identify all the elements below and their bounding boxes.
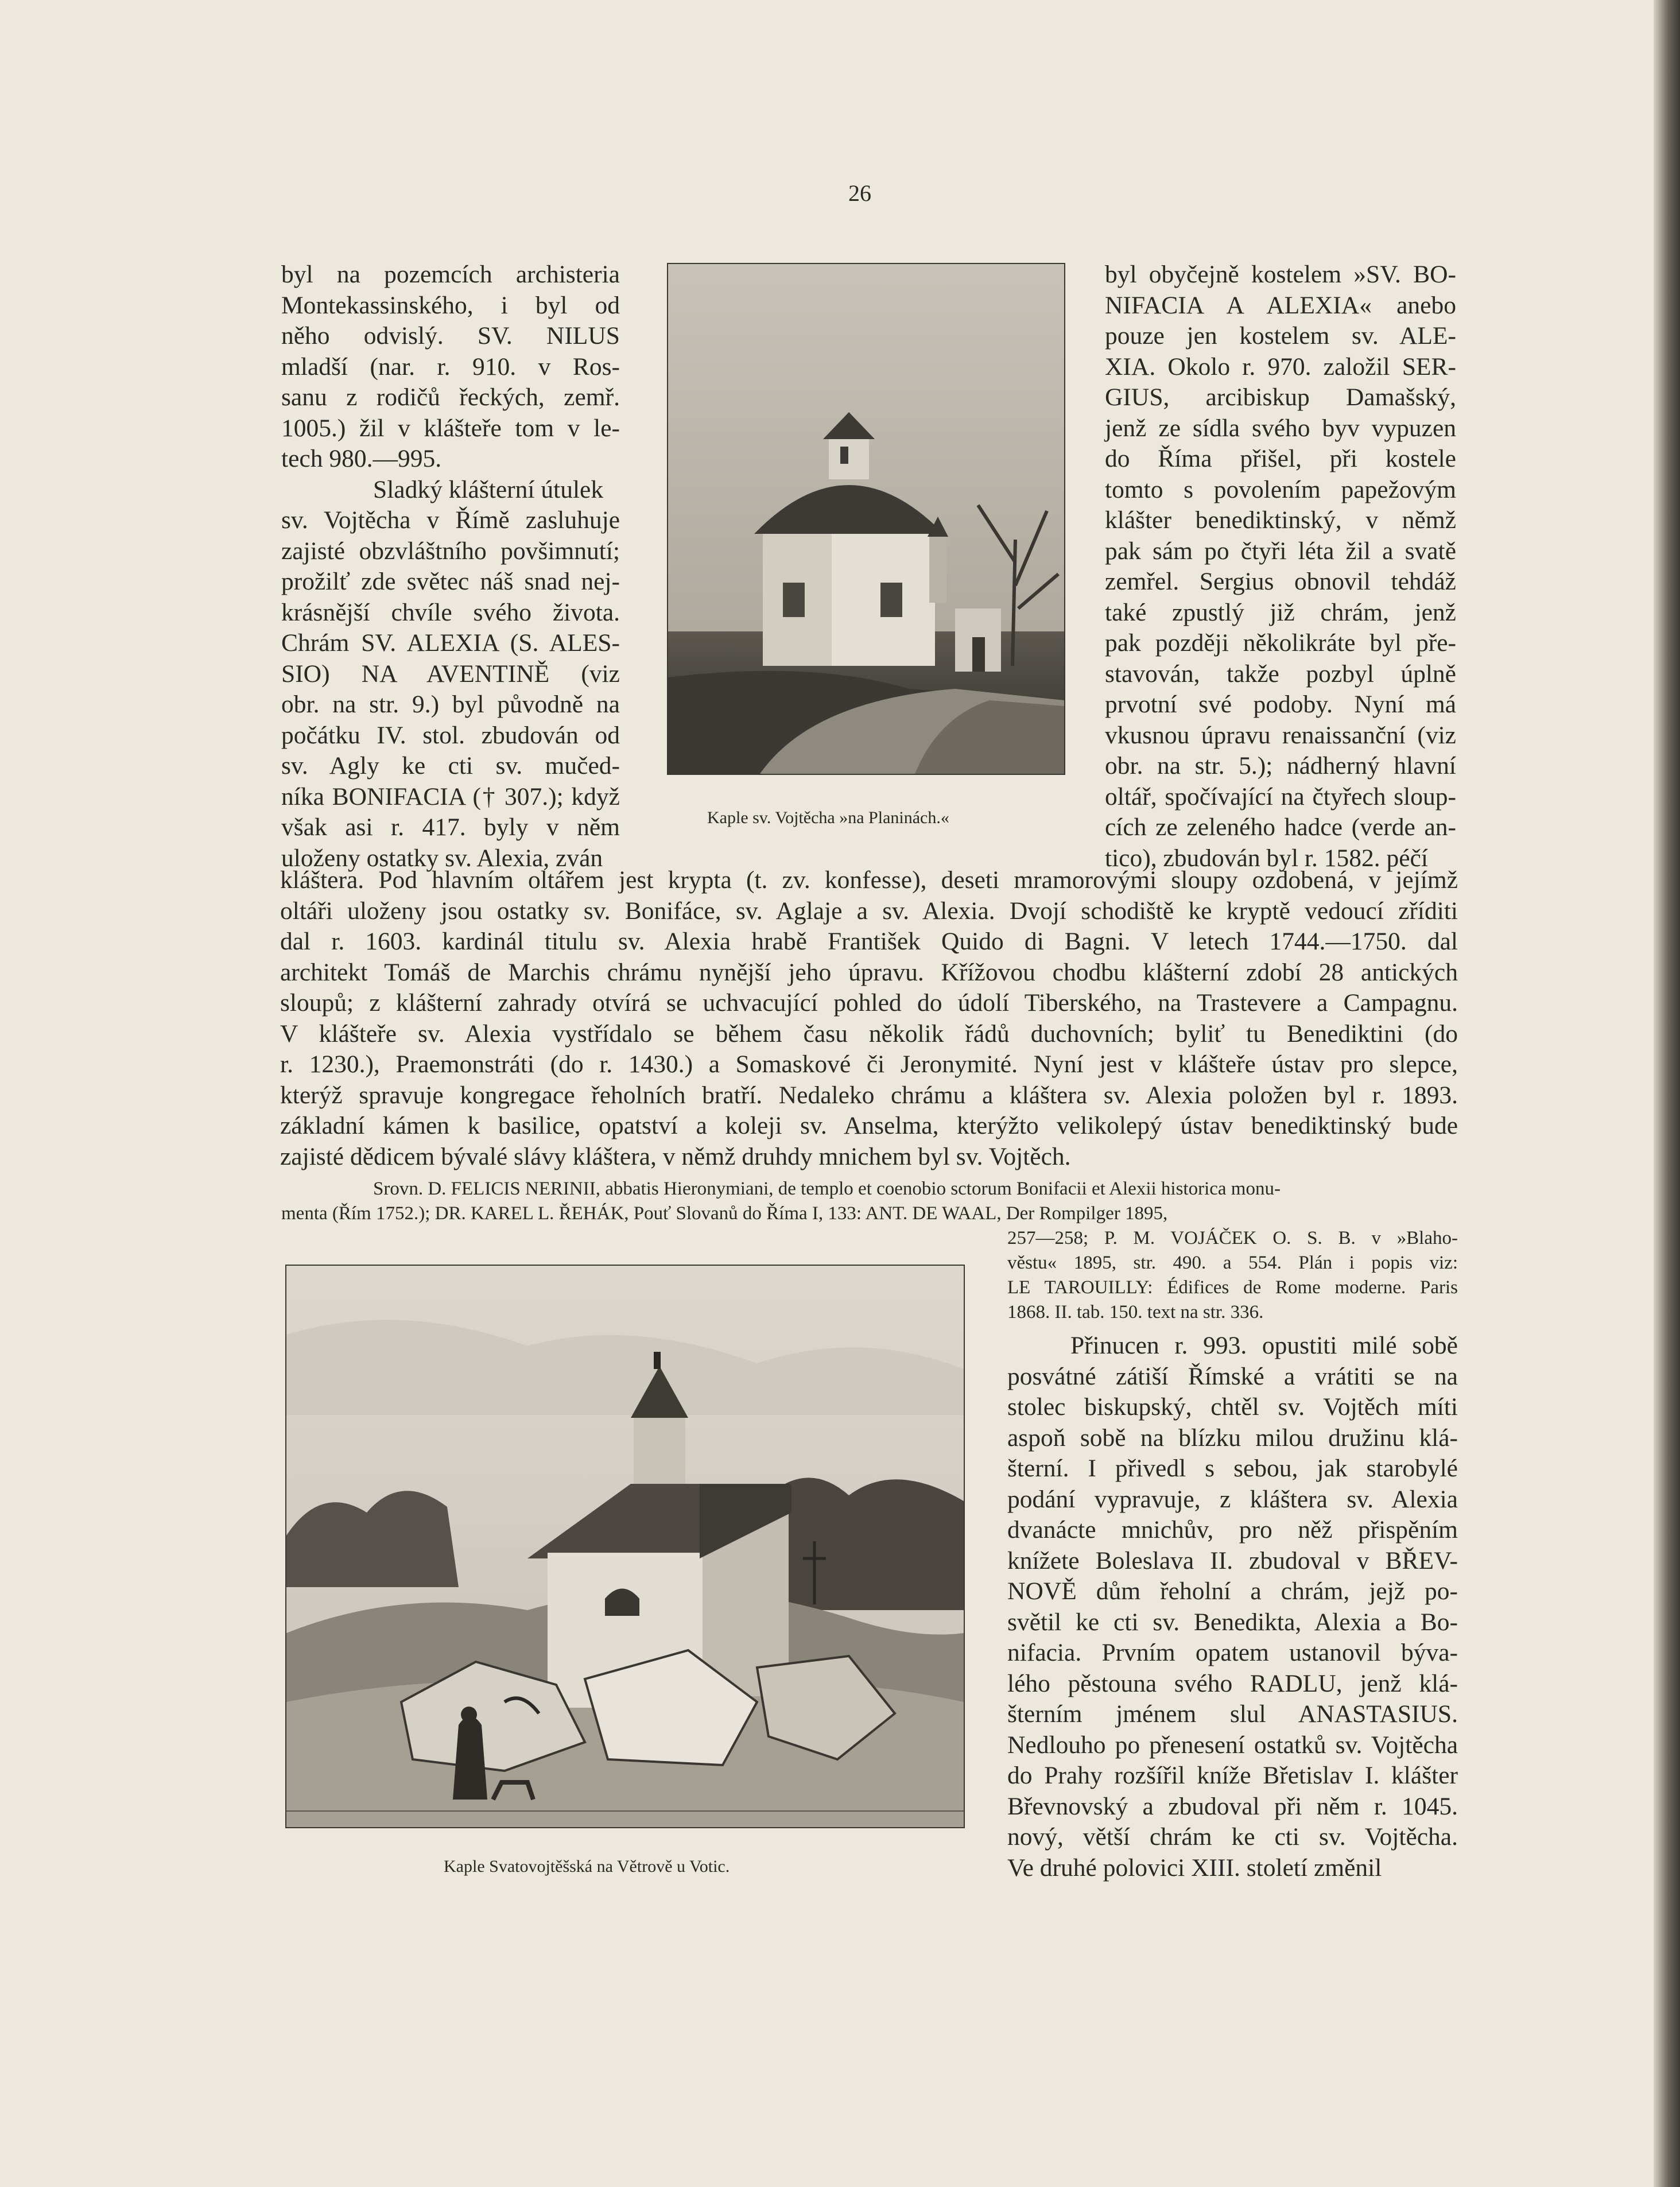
left-column-line: obr. na str. 9.) byl původně na — [281, 691, 620, 718]
paragraph-line: sloupů; z klášterní zahrady otvírá se uchvacující pohled do údolí Tiberského, na Trastevere a Campagnu. — [280, 989, 1458, 1017]
right-column-bottom-line: podání vypravuje, z kláštera sv. Alexia — [1007, 1485, 1458, 1513]
right-column-line: klášter benediktinský, v němž — [1105, 506, 1456, 534]
reference-line: Srovn. D. FELICIS NERINII, abbatis Hieronymiani, de templo et coenobio sctorum Bonifacii et Alexii historica monu- — [373, 1178, 1281, 1199]
page-edge-shadow — [1654, 0, 1680, 2187]
left-column-line: zajisté obzvláštního povšimnutí; — [281, 537, 620, 565]
left-column-line: byl na pozemcích archisteria — [281, 261, 620, 288]
right-column-bottom-line: světil ke cti sv. Benedikta, Alexia a Bo- — [1007, 1608, 1458, 1636]
right-column-line: oltář, spočívající na čtyřech sloup- — [1105, 782, 1456, 811]
left-column-line: níka BONIFACIA († 307.); když — [281, 782, 620, 811]
left-column-line: Chrám SV. ALEXIA (S. ALES- — [281, 629, 620, 657]
right-column-line: pak sám po čtyři léta žil a svatě — [1105, 537, 1456, 565]
right-column-bottom-line: aspoň sobě na blízku milou družinu klá- — [1007, 1424, 1458, 1452]
right-column-bottom-line: Přinucen r. 993. opustiti milé sobě — [1070, 1332, 1458, 1359]
left-column-line: sv. Agly ke cti sv. mučed- — [281, 752, 620, 780]
right-column-bottom-line: knížete Boleslava II. zbudoval v BŘEV- — [1007, 1546, 1458, 1575]
right-column-bottom-line: šterním jménem slul ANASTASIUS. — [1007, 1700, 1458, 1728]
paragraph-line: kterýž spravuje kongregace řeholních bratří. Nedaleko chrámu a kláštera sv. Alexia položen byl r. 1893. — [280, 1081, 1458, 1109]
reference-line: 1868. II. tab. 150. text na str. 336. — [1007, 1302, 1264, 1323]
right-column-bottom-line: nifacia. Prvním opatem ustanovil býva- — [1007, 1639, 1458, 1666]
chapel-vetrov-illustration — [286, 1266, 964, 1827]
right-column-line: jenž ze sídla svého byv vypuzen — [1105, 414, 1456, 442]
right-column-line: pouze jen kostelem sv. ALE- — [1105, 322, 1456, 350]
paragraph-line: architekt Tomáš de Marchis chrámu nynější jeho úpravu. Křížovou chodbu klášterní zdobí 28 antických — [280, 958, 1458, 986]
right-column-line: byl obyčejně kostelem »SV. BO- — [1105, 261, 1456, 288]
right-column-bottom-line: šterní. I přivedl s sebou, jak starobylé — [1007, 1455, 1458, 1482]
right-column-bottom-line: do Prahy rozšířil kníže Břetislav I. klášter — [1007, 1762, 1458, 1789]
left-column-line: něho odvislý. SV. NILUS — [281, 322, 620, 350]
right-column-bottom-line: Nedlouho po přenesení ostatků sv. Vojtěcha — [1007, 1731, 1458, 1759]
chapel-planiny-illustration — [668, 264, 1064, 774]
right-column-line: pak později několikráte byl pře- — [1105, 629, 1456, 657]
reference-line: LE TAROUILLY: Édifices de Rome moderne. Paris — [1007, 1277, 1458, 1298]
reference-note-continued — [1007, 1226, 1458, 1325]
right-column-line: GIUS, arcibiskup Damašský, — [1105, 383, 1456, 411]
right-column-line: obr. na str. 5.); nádherný hlavní — [1105, 752, 1456, 780]
paragraph-line: zajisté dědicem bývalé slávy kláštera, v němž druhdy mnichem byl sv. Vojtěch. — [280, 1142, 1071, 1170]
left-column-line: 1005.) žil v klášteře tom v le- — [281, 414, 620, 442]
left-column-line: sv. Vojtěcha v Římě zasluhuje — [281, 506, 620, 534]
left-column-text — [281, 259, 620, 874]
right-column-line: prvotní své podoby. Nyní má — [1105, 691, 1456, 718]
figure-chapel-vetrov — [285, 1265, 965, 1828]
reference-note — [281, 1177, 1458, 1226]
right-column-bottom-text — [1007, 1331, 1458, 1883]
left-column-line: Montekassinského, i byl od — [281, 291, 620, 319]
right-column-bottom-line: dvanácte mnichův, pro něž přispěním — [1007, 1516, 1458, 1544]
paragraph-line: oltáři uloženy jsou ostatky sv. Bonifáce, sv. Aglaje a sv. Alexia. Dvojí schodiště ke kryptě vedoucí zříditi — [280, 897, 1458, 925]
paragraph-line: V klášteře sv. Alexia vystřídalo se během času několik řádů duchovních; byliť tu Benediktini (do — [280, 1019, 1458, 1048]
figure-bottom-caption: Kaple Svatovojtěšská na Větrově u Votic. — [444, 1857, 730, 1876]
right-column-bottom-line: stolec biskupský, chtěl sv. Vojtěch míti — [1007, 1393, 1458, 1421]
left-column-line: však asi r. 417. byly v něm — [281, 813, 620, 841]
left-column-line: tech 980.—995. — [281, 445, 442, 472]
left-column-line: prožilť zde světec náš snad nej- — [281, 568, 620, 595]
left-column-line: sanu z rodičů řeckých, zemř. — [281, 383, 620, 411]
right-column-bottom-line: Ve druhé polovici XIII. století změnil — [1007, 1853, 1382, 1882]
right-column-bottom-line: lého pěstouna svého RADLU, jenž klá- — [1007, 1669, 1458, 1697]
page-number: 26 — [848, 180, 871, 206]
figure-chapel-planiny — [667, 263, 1065, 775]
left-column-line: mladší (nar. r. 910. v Ros- — [281, 352, 620, 381]
paragraph-line: r. 1230.), Praemonstráti (do r. 1430.) a Somaskové či Jeronymité. Nyní jest v klášteře ústav pro slepce, — [280, 1050, 1458, 1078]
full-width-paragraph — [280, 865, 1458, 1172]
left-column-line: krásnější chvíle svého života. — [281, 598, 620, 626]
right-column-line: tico), zbudován byl r. 1582. péčí — [1105, 844, 1428, 872]
right-column-line: vkusnou úpravu renaissanční (viz — [1105, 721, 1456, 749]
right-column-bottom-line: posvátné zátiší Římské a vrátiti se na — [1007, 1362, 1458, 1390]
right-column-line: XIA. Okolo r. 970. založil SER- — [1105, 352, 1456, 381]
right-column-bottom-line: NOVĚ dům řeholní a chrám, jejž po- — [1007, 1577, 1458, 1605]
right-column-line: zemřel. Sergius obnovil tehdáž — [1105, 568, 1456, 595]
left-column-line: Sladký klášterní útulek — [373, 475, 604, 503]
left-column-line: SIO) NA AVENTINĚ (viz — [281, 660, 620, 688]
reference-line: věstu« 1895, str. 490. a 554. Plán i popis viz: — [1007, 1253, 1458, 1273]
reference-line: menta (Řím 1752.); DR. KAREL L. ŘEHÁK, Pouť Slovanů do Říma I, 133: ANT. DE WAAL, Der Rompilger 1895, — [281, 1203, 1168, 1224]
paragraph-line: dal r. 1603. kardinál titulu sv. Alexia hrabě František Quido di Bagni. V letech 1744.—1750. dal — [280, 928, 1458, 955]
figure-top-caption: Kaple sv. Vojtěcha »na Planinách.« — [707, 808, 949, 827]
paragraph-line: kláštera. Pod hlavním oltářem jest krypta (t. zv. konfesse), deseti mramorovými sloupy ozdobená, v jejímž — [280, 866, 1458, 894]
left-column-line: počátku IV. stol. zbudován od — [281, 721, 620, 749]
reference-line: 257—258; P. M. VOJÁČEK O. S. B. v »Blaho- — [1007, 1228, 1458, 1248]
right-column-line: NIFACIA A ALEXIA« anebo — [1105, 291, 1456, 319]
right-column-line: do Říma přišel, při kostele — [1105, 445, 1456, 472]
right-column-line: tomto s povolením papežovým — [1105, 475, 1456, 503]
right-column-line: také zpustlý již chrám, jenž — [1105, 598, 1456, 626]
right-column-line: cích ze zeleného hadce (verde an- — [1105, 813, 1456, 841]
paragraph-line: základní kámen k basilice, opatství a koleji sv. Anselma, kterýžto velikolepý ústav benediktinský bude — [280, 1112, 1458, 1139]
right-column-text — [1105, 259, 1456, 874]
left-column-line: uloženy ostatky sv. Alexia, zván — [281, 844, 603, 872]
right-column-bottom-line: Břevnovský a zbudoval při něm r. 1045. — [1007, 1792, 1458, 1820]
right-column-line: stavován, takže pozbyl úplně — [1105, 660, 1456, 688]
right-column-bottom-line: nový, větší chrám ke cti sv. Vojtěcha. — [1007, 1823, 1458, 1851]
